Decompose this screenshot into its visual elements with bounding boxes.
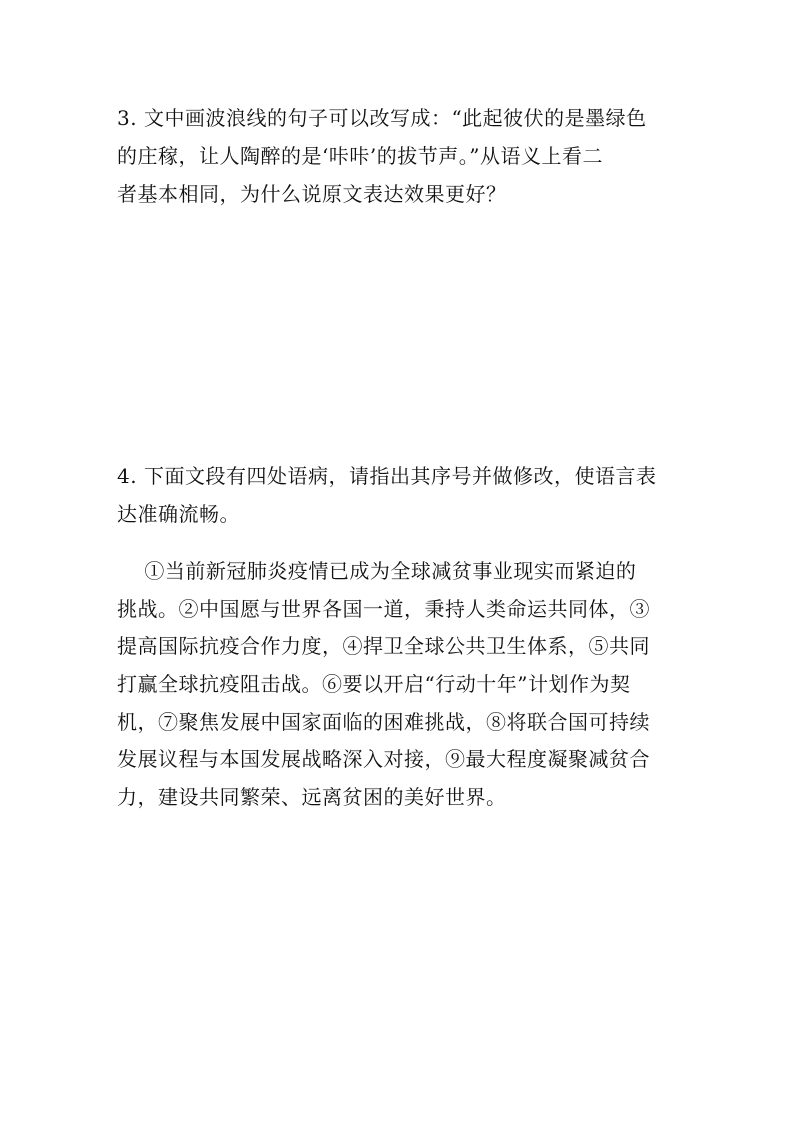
passage-paragraph: [117, 553, 677, 817]
passage-line: 力，建设共同繁荣、远离贫困的美好世界。: [117, 785, 507, 810]
passage-line: 机，⑦聚焦发展中国家面临的困难挑战，⑧将联合国可持续: [117, 709, 650, 734]
passage-line: ①当前新冠肺炎疫情已成为全球减贫事业现实而紧迫的: [117, 559, 637, 583]
question-3: [117, 99, 677, 213]
question-4-line: 4. 下面文段有四处语病，请指出其序号并做修改，使语言表: [117, 464, 657, 488]
question-3-line: 者基本相同，为什么说原文表达效果更好？: [117, 182, 507, 206]
passage-line: 提高国际抗疫合作力度，④捍卫全球公共卫生体系，⑤共同: [117, 634, 650, 659]
question-3-line: 的庄稼，让人陶醉的是‘咔咔’的拔节声。”从语义上看二: [117, 144, 603, 168]
question-4-line: 达准确流畅。: [117, 502, 240, 526]
passage-line: 发展议程与本国发展战略深入对接，⑨最大程度凝聚减贫合: [117, 747, 650, 772]
question-3-line: 3. 文中画波浪线的句子可以改写成：“此起彼伏的是墨绿色: [117, 106, 647, 130]
question-4: [117, 457, 677, 533]
passage-line: 打赢全球抗疫阻击战。⑥要以开启“行动十年”计划作为契: [117, 672, 631, 697]
passage-line: 挑战。②中国愿与世界各国一道，秉持人类命运共同体，③: [117, 596, 650, 621]
